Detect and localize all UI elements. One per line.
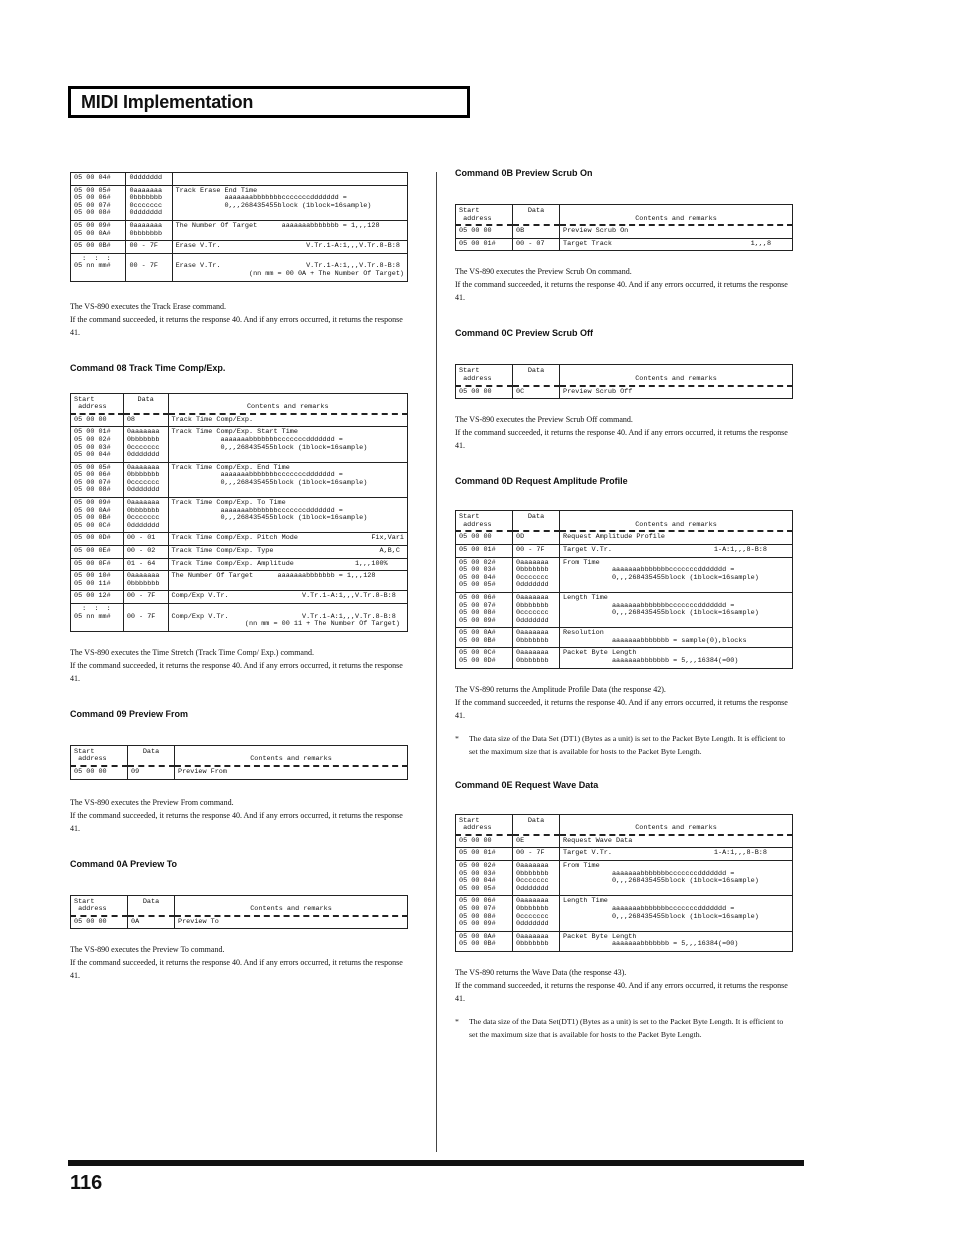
heading-cmd0A: Command 0A Preview To bbox=[70, 858, 178, 869]
header-contents-remarks: Contents and remarks bbox=[560, 814, 793, 835]
paragraph-track-erase: The VS-890 executes the Track Erase command. bbox=[70, 301, 227, 311]
heading-cmd08: Command 08 Track Time Comp/Exp. bbox=[70, 362, 226, 373]
paragraph-cmd0B: The VS-890 executes the Preview Scrub On command. bbox=[455, 267, 632, 277]
cell-address: 05 00 0D# bbox=[71, 533, 124, 546]
cell-data: 0E bbox=[513, 835, 560, 848]
header-start-address: Start address bbox=[456, 365, 513, 386]
cell-remark: Track Erase End Time aaaaaaabbbbbbbcccccccddddddd = 0,,,268435455block (1block=16sample) bbox=[172, 185, 407, 220]
cell-data: 0ddddddd bbox=[126, 173, 172, 186]
table-row bbox=[71, 462, 408, 497]
cell-address: 05 00 00 bbox=[456, 225, 513, 238]
cell-data: 00 - 7F bbox=[123, 591, 168, 604]
cell-remark: Track Time Comp/Exp. Pitch Mode Fix,Vari bbox=[168, 533, 408, 546]
cell-data: 00 - 7F bbox=[126, 241, 172, 254]
table-row bbox=[456, 544, 793, 557]
cell-remark: Preview To bbox=[175, 916, 408, 929]
cell-address: 05 00 04# bbox=[71, 173, 126, 186]
table-row bbox=[71, 173, 408, 186]
cell-address: 05 00 0F# bbox=[71, 558, 124, 571]
table-header-row bbox=[71, 895, 408, 916]
table-cmd09 bbox=[70, 745, 408, 780]
paragraph-cmd0A-response: If the command succeeded, it returns the response 40. And if any errors occurred, it returns the response 41. bbox=[70, 958, 403, 981]
cell-data: 00 - 01 bbox=[123, 533, 168, 546]
table-row bbox=[456, 531, 793, 544]
cell-data: 0aaaaaaa 0bbbbbbb 0ccccccc 0ddddddd bbox=[513, 557, 560, 592]
cell-remark: Target V.Tr. 1-A:1,,,8-B:8 bbox=[560, 848, 793, 861]
cell-data: 0C bbox=[513, 386, 560, 399]
cell-remark: Comp/Exp V.Tr. V.Tr.1-A:1,,,V.Tr.8-B:8 (nn mm = 00 11 + The Number Of Target) bbox=[168, 604, 408, 632]
header-data: Data bbox=[128, 895, 175, 916]
paragraph-cmd0E-response: If the command succeeded, it returns the response 40. And if any errors occurred, it returns the response 41. bbox=[455, 980, 788, 1003]
footer-rule bbox=[68, 1160, 804, 1166]
table-cmd0A bbox=[70, 895, 408, 930]
cell-remark: Erase V.Tr. V.Tr.1-A:1,,,V.Tr.8-B:8 (nn mm = 00 0A + The Number Of Target) bbox=[172, 253, 407, 281]
cell-data: 0aaaaaaa 0bbbbbbb bbox=[513, 628, 560, 648]
cell-remark: Track Time Comp/Exp. Type A,B,C bbox=[168, 546, 408, 559]
cell-data: 0aaaaaaa 0bbbbbbb 0ccccccc 0ddddddd bbox=[123, 498, 168, 533]
table-row bbox=[456, 896, 793, 931]
cell-remark: Track Time Comp/Exp. Amplitude 1,,,100% bbox=[168, 558, 408, 571]
table-cmd0D bbox=[455, 510, 793, 669]
cell-data: 0aaaaaaa 0bbbbbbb 0ccccccc 0ddddddd bbox=[513, 861, 560, 896]
cell-data: 00 - 07 bbox=[513, 238, 560, 251]
cell-address: 05 00 0E# bbox=[71, 546, 124, 559]
table-row bbox=[71, 253, 408, 281]
cell-remark: Request Amplitude Profile bbox=[560, 531, 793, 544]
header-start-address: Start address bbox=[71, 745, 128, 766]
table-row bbox=[456, 848, 793, 861]
header-start-address: Start address bbox=[456, 511, 513, 532]
cell-remark: Request Wave Data bbox=[560, 835, 793, 848]
header-contents-remarks: Contents and remarks bbox=[560, 365, 793, 386]
header-start-address: Start address bbox=[71, 895, 128, 916]
cell-address: 05 00 0C# 05 00 0D# bbox=[456, 648, 513, 668]
cell-remark: Comp/Exp V.Tr. V.Tr.1-A:1,,,V.Tr.8-B:8 bbox=[168, 591, 408, 604]
table-row bbox=[71, 427, 408, 462]
table-cmd08 bbox=[70, 393, 408, 632]
cell-address: 05 00 00 bbox=[71, 766, 128, 779]
heading-cmd09: Command 09 Preview From bbox=[70, 708, 189, 719]
cell-data: 00 - 7F bbox=[126, 253, 172, 281]
table-header-row bbox=[71, 745, 408, 766]
table-row bbox=[71, 571, 408, 591]
paragraph-cmd0D-response: If the command succeeded, it returns the response 40. And if any errors occurred, it returns the response 41. bbox=[455, 697, 788, 720]
table-row bbox=[456, 592, 793, 627]
cell-remark: Preview From bbox=[175, 766, 408, 779]
cell-remark: Track Time Comp/Exp. End Time aaaaaaabbbbbbbcccccccddddddd = 0,,,268435455block (1block=16sample) bbox=[168, 462, 408, 497]
note-cmd0D bbox=[455, 732, 793, 758]
section-header-box bbox=[68, 86, 470, 118]
left-column bbox=[70, 172, 408, 982]
cell-remark: Resolution aaaaaaabbbbbbb = sample(0),blocks bbox=[560, 628, 793, 648]
paragraph-cmd0C: The VS-890 executes the Preview Scrub Off command. bbox=[455, 415, 633, 425]
cell-data: 00 - 02 bbox=[123, 546, 168, 559]
table-row bbox=[456, 628, 793, 648]
table-row bbox=[71, 185, 408, 220]
cell-address: 05 00 0B# bbox=[71, 241, 126, 254]
table-row bbox=[456, 225, 793, 238]
note-text: The data size of the Data Set (DT1) (Bytes as a unit) is set to the Packet Byte Length. It is efficient to set the maximum size that is available for hosts to the Packet Byte Length. bbox=[469, 733, 786, 756]
cell-remark: Target Track 1,,,8 bbox=[560, 238, 793, 251]
cell-remark: From Time aaaaaaabbbbbbbcccccccddddddd = 0,,,268435455block (1block=16sample) bbox=[560, 557, 793, 592]
asterisk-mark: * bbox=[455, 1016, 459, 1026]
cell-data: 08 bbox=[123, 414, 168, 427]
cell-remark: Packet Byte Length aaaaaaabbbbbbb = 5,,,16384(=00) bbox=[560, 648, 793, 668]
cell-address: 05 00 12# bbox=[71, 591, 124, 604]
paragraph-cmd0B-response: If the command succeeded, it returns the response 40. And if any errors occurred, it returns the response 41. bbox=[455, 280, 788, 303]
paragraph-cmd0A: The VS-890 executes the Preview To command. bbox=[70, 945, 225, 955]
cell-data: 00 - 7F bbox=[513, 544, 560, 557]
cell-data: 09 bbox=[128, 766, 175, 779]
cell-address: 05 00 05# 05 00 06# 05 00 07# 05 00 08# bbox=[71, 185, 126, 220]
cell-remark: From Time aaaaaaabbbbbbbcccccccddddddd = 0,,,268435455block (1block=16sample) bbox=[560, 861, 793, 896]
table-row bbox=[71, 241, 408, 254]
cell-address: 05 00 01# 05 00 02# 05 00 03# 05 00 04# bbox=[71, 427, 124, 462]
cell-remark bbox=[172, 173, 407, 186]
column-divider bbox=[436, 172, 437, 1152]
table-row bbox=[456, 557, 793, 592]
cell-address: 05 00 01# bbox=[456, 544, 513, 557]
table-row bbox=[71, 916, 408, 929]
table-cont bbox=[70, 172, 408, 282]
paragraph-track-erase-response: If the command succeeded, it returns the response 40. And if any errors occurred, it returns the response 41. bbox=[70, 314, 403, 337]
cell-address: 05 00 02# 05 00 03# 05 00 04# 05 00 05# bbox=[456, 861, 513, 896]
table-row bbox=[456, 238, 793, 251]
cell-address: 05 00 00 bbox=[71, 414, 124, 427]
cell-address: 05 00 00 bbox=[456, 531, 513, 544]
cell-address: 05 00 05# 05 00 06# 05 00 07# 05 00 08# bbox=[71, 462, 124, 497]
table-row bbox=[71, 591, 408, 604]
table-header-row bbox=[456, 814, 793, 835]
cell-data: 0D bbox=[513, 531, 560, 544]
heading-cmd0B: Command 0B Preview Scrub On bbox=[455, 168, 593, 178]
header-data: Data bbox=[513, 814, 560, 835]
cell-data: 0aaaaaaa 0bbbbbbb 0ccccccc 0ddddddd bbox=[513, 896, 560, 931]
heading-cmd0D: Command 0D Request Amplitude Profile bbox=[455, 476, 628, 487]
header-data: Data bbox=[123, 393, 168, 414]
cell-address: 05 00 01# bbox=[456, 848, 513, 861]
cell-remark: Track Time Comp/Exp. bbox=[168, 414, 408, 427]
cell-data: 0aaaaaaa 0bbbbbbb 0ccccccc 0ddddddd bbox=[123, 462, 168, 497]
table-row bbox=[456, 931, 793, 951]
cell-address: : : : 05 nn mm# bbox=[71, 604, 124, 632]
cell-address: 05 00 09# 05 00 0A# 05 00 0B# 05 00 0C# bbox=[71, 498, 124, 533]
page-title: MIDI Implementation bbox=[81, 92, 254, 112]
paragraph-cmd09-response: If the command succeeded, it returns the response 40. And if any errors occurred, it returns the response 41. bbox=[70, 810, 403, 833]
right-column bbox=[455, 168, 793, 1041]
cell-data: 0aaaaaaa 0bbbbbbb bbox=[513, 931, 560, 951]
table-row bbox=[456, 386, 793, 399]
cell-address: 05 00 0A# 05 00 0B# bbox=[456, 931, 513, 951]
cell-remark: Erase V.Tr. V.Tr.1-A:1,,,V.Tr.8-B:8 bbox=[172, 241, 407, 254]
paragraph-cmd0E: The VS-890 returns the Wave Data (the response 43). bbox=[455, 967, 627, 977]
cell-data: 0aaaaaaa 0bbbbbbb bbox=[126, 220, 172, 240]
cell-address: : : : 05 nn mm# bbox=[71, 253, 126, 281]
asterisk-mark: * bbox=[455, 733, 459, 743]
table-row bbox=[456, 648, 793, 668]
header-start-address: Start address bbox=[456, 814, 513, 835]
table-cmd0C bbox=[455, 364, 793, 399]
paragraph-cmd0D: The VS-890 returns the Amplitude Profile Data (the response 42). bbox=[455, 684, 666, 694]
cell-remark: Target V.Tr. 1-A:1,,,8-B:8 bbox=[560, 544, 793, 557]
cell-address: 05 00 01# bbox=[456, 238, 513, 251]
header-data: Data bbox=[128, 745, 175, 766]
cell-remark: Track Time Comp/Exp. Start Time aaaaaaabbbbbbbcccccccddddddd = 0,,,268435455block (1block=16sample) bbox=[168, 427, 408, 462]
cell-data: 0B bbox=[513, 225, 560, 238]
table-header-row bbox=[71, 393, 408, 414]
table-row bbox=[71, 766, 408, 779]
table-cmd0E bbox=[455, 814, 793, 952]
cell-address: 05 00 09# 05 00 0A# bbox=[71, 220, 126, 240]
table-header-row bbox=[456, 511, 793, 532]
paragraph-cmd08-response: If the command succeeded, it returns the response 40. And if any errors occurred, it returns the response 41. bbox=[70, 660, 403, 683]
table-header-row bbox=[456, 365, 793, 386]
cell-address: 05 00 02# 05 00 03# 05 00 04# 05 00 05# bbox=[456, 557, 513, 592]
cell-remark: Preview Scrub Off bbox=[560, 386, 793, 399]
header-contents-remarks: Contents and remarks bbox=[175, 895, 408, 916]
header-contents-remarks: Contents and remarks bbox=[168, 393, 408, 414]
cell-remark: Preview Scrub On bbox=[560, 225, 793, 238]
table-row bbox=[71, 546, 408, 559]
cell-data: 0aaaaaaa 0bbbbbbb 0ccccccc 0ddddddd bbox=[123, 427, 168, 462]
header-start-address: Start address bbox=[456, 205, 513, 226]
table-row bbox=[71, 533, 408, 546]
cell-remark: Length Time aaaaaaabbbbbbbcccccccddddddd = 0,,,268435455block (1block=16sample) bbox=[560, 896, 793, 931]
table-row bbox=[456, 861, 793, 896]
heading-cmd0C: Command 0C Preview Scrub Off bbox=[455, 328, 594, 339]
page-number: 116 bbox=[70, 1172, 103, 1194]
header-contents-remarks: Contents and remarks bbox=[175, 745, 408, 766]
cell-address: 05 00 00 bbox=[456, 386, 513, 399]
table-header-row bbox=[456, 205, 793, 226]
cell-address: 05 00 06# 05 00 07# 05 00 08# 05 00 09# bbox=[456, 592, 513, 627]
paragraph-cmd0C-response: If the command succeeded, it returns the response 40. And if any errors occurred, it returns the response 41. bbox=[455, 428, 788, 451]
cell-data: 0A bbox=[128, 916, 175, 929]
note-text: The data size of the Data Set(DT1) (Bytes as a unit) is set to the Packet Byte Length. It is efficient to set the maximum size that is available for hosts to the Packet Byte Length. bbox=[469, 1016, 784, 1039]
header-contents-remarks: Contents and remarks bbox=[560, 511, 793, 532]
note-cmd0E bbox=[455, 1015, 793, 1041]
cell-remark: Packet Byte Length aaaaaaabbbbbbb = 5,,,16384(=00) bbox=[560, 931, 793, 951]
cell-address: 05 00 10# 05 00 11# bbox=[71, 571, 124, 591]
header-data: Data bbox=[513, 365, 560, 386]
table-row bbox=[71, 604, 408, 632]
paragraph-cmd08: The VS-890 executes the Time Stretch (Track Time Comp/ Exp.) command. bbox=[70, 647, 314, 657]
cell-data: 01 - 64 bbox=[123, 558, 168, 571]
cell-remark: The Number Of Target aaaaaaabbbbbbb = 1,,,128 bbox=[172, 220, 407, 240]
cell-data: 0aaaaaaa 0bbbbbbb bbox=[123, 571, 168, 591]
table-row bbox=[456, 835, 793, 848]
table-row bbox=[71, 414, 408, 427]
heading-cmd0E: Command 0E Request Wave Data bbox=[455, 779, 599, 790]
cell-address: 05 00 06# 05 00 07# 05 00 08# 05 00 09# bbox=[456, 896, 513, 931]
table-row bbox=[71, 220, 408, 240]
cell-address: 05 00 00 bbox=[71, 916, 128, 929]
paragraph-cmd09: The VS-890 executes the Preview From command. bbox=[70, 797, 234, 807]
table-cmd0B bbox=[455, 204, 793, 251]
cell-address: 05 00 0A# 05 00 0B# bbox=[456, 628, 513, 648]
header-contents-remarks: Contents and remarks bbox=[560, 205, 793, 226]
table-row bbox=[71, 498, 408, 533]
cell-data: 00 - 7F bbox=[513, 848, 560, 861]
header-data: Data bbox=[513, 205, 560, 226]
header-data: Data bbox=[513, 511, 560, 532]
cell-address: 05 00 00 bbox=[456, 835, 513, 848]
cell-remark: Track Time Comp/Exp. To Time aaaaaaabbbbbbbcccccccddddddd = 0,,,268435455block (1block=16sample) bbox=[168, 498, 408, 533]
cell-remark: Length Time aaaaaaabbbbbbbcccccccddddddd = 0,,,268435455block (1block=16sample) bbox=[560, 592, 793, 627]
cell-data: 0aaaaaaa 0bbbbbbb 0ccccccc 0ddddddd bbox=[513, 592, 560, 627]
cell-data: 0aaaaaaa 0bbbbbbb bbox=[513, 648, 560, 668]
header-start-address: Start address bbox=[71, 393, 124, 414]
table-row bbox=[71, 558, 408, 571]
cell-remark: The Number Of Target aaaaaaabbbbbbb = 1,,,128 bbox=[168, 571, 408, 591]
cell-data: 0aaaaaaa 0bbbbbbb 0ccccccc 0ddddddd bbox=[126, 185, 172, 220]
cell-data: 00 - 7F bbox=[123, 604, 168, 632]
